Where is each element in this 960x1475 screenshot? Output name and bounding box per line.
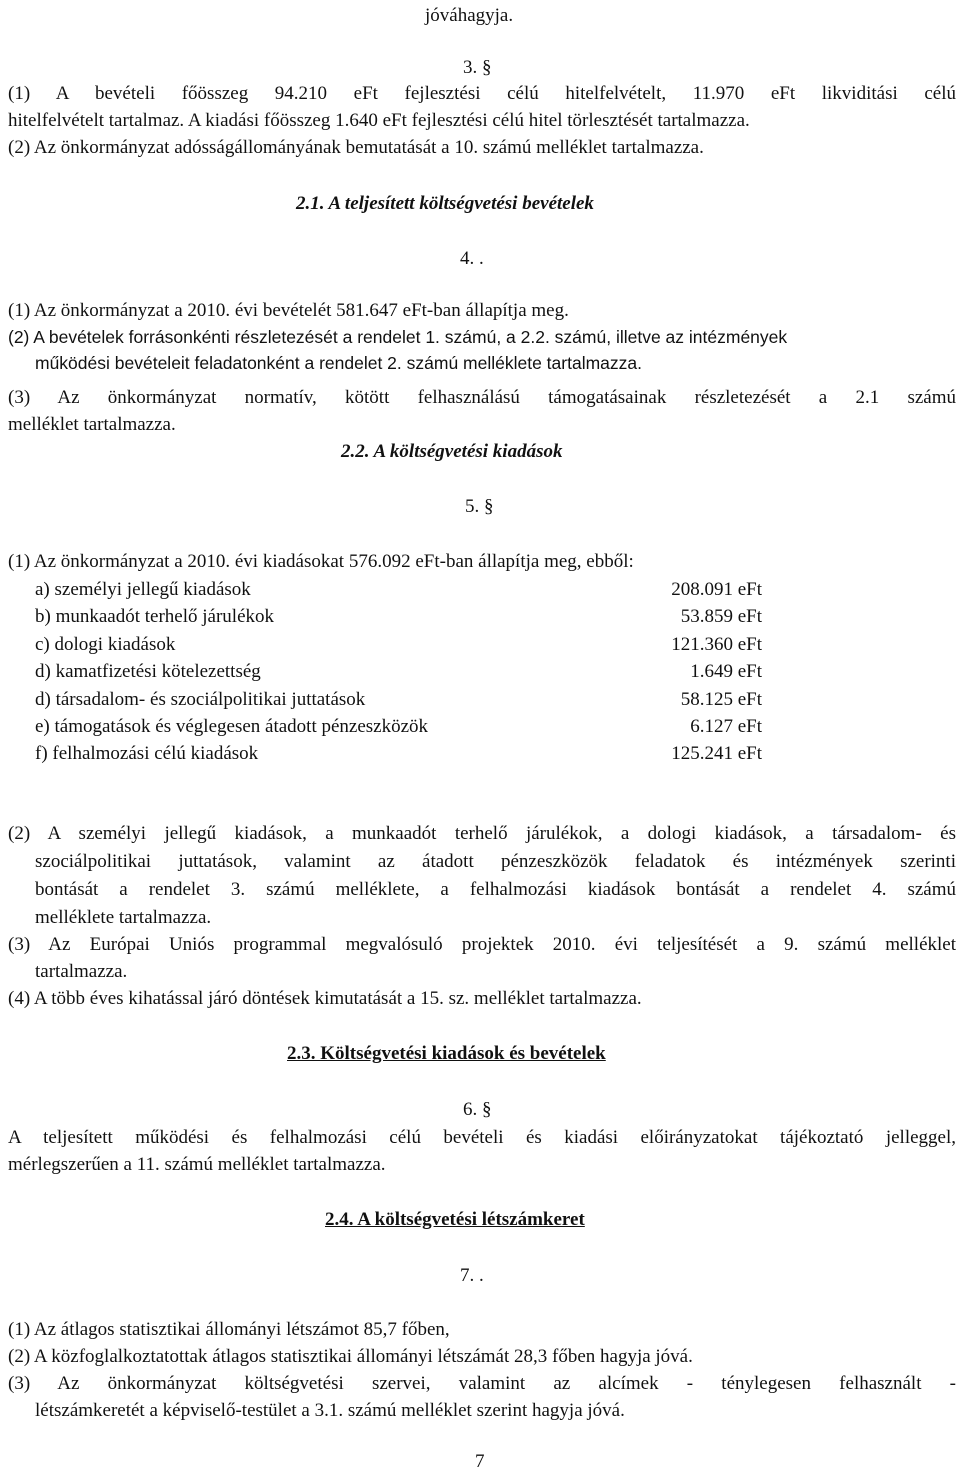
paragraph-line: (2) A közfoglalkoztatottak átlagos statisztikai állományi létszámát 28,3 főben hagyja jóvá. (8, 1346, 693, 1367)
page-number: 7 (475, 1451, 485, 1472)
paragraph-line: (2) Az önkormányzat adósságállományának bemutatását a 10. számú melléklet tartalmazza. (8, 137, 704, 158)
paragraph-line: (3) Az Európai Uniós programmal megvalósuló projektek 2010. évi teljesítését a 9. számú melléklet (8, 934, 956, 955)
paragraph-line: melléklete tartalmazza. (35, 907, 212, 928)
expense-amount: 58.125 eFt (680, 688, 762, 710)
paragraph-line: (4) A több éves kihatással járó döntések kimutatását a 15. sz. melléklet tartalmazza. (8, 988, 642, 1009)
expense-label: f) felhalmozási célú kiadások (35, 743, 259, 765)
paragraph-line: (3) Az önkormányzat költségvetési szervei, valamint az alcímek - ténylegesen felhasznált - (8, 1373, 956, 1394)
paragraph-line: (1) Az átlagos statisztikai állományi létszámot 85,7 főben, (8, 1319, 450, 1340)
expense-label: d) kamatfizetési kötelezettség (35, 661, 261, 683)
chapter-heading-2-1: 2.1. A teljesített költségvetési bevételek (296, 193, 594, 214)
paragraph-line: (1) Az önkormányzat a 2010. évi bevételét 581.647 eFt-ban állapítja meg. (8, 300, 569, 321)
text-line: jóváhagyja. (425, 5, 514, 26)
paragraph-line: (3) Az önkormányzat normatív, kötött felhasználású támogatásainak részletezését a 2.1 számú (8, 387, 956, 408)
section-heading-7: 7. . (460, 1265, 484, 1286)
paragraph-line: létszámkeretét a képviselő-testület a 3.1. számú melléklet szerint hagyja jóvá. (35, 1400, 625, 1421)
paragraph-line: szociálpolitikai juttatások, valamint az átadott pénzeszközök feladatok és intézmények szerinti (35, 851, 956, 872)
expense-label: c) dologi kiadások (35, 633, 176, 655)
paragraph-line: mérlegszerűen a 11. számú melléklet tartalmazza. (8, 1154, 386, 1175)
paragraph-line: melléklet tartalmazza. (8, 414, 176, 435)
expense-label: b) munkaadót terhelő járulékok (35, 606, 275, 628)
paragraph-line: bontását a rendelet 3. számú melléklete, a felhalmozási kiadások bontását a rendelet 4. számú (35, 879, 956, 900)
expense-label: e) támogatások és véglegesen átadott pénzeszközök (35, 716, 429, 737)
expense-amount: 121.360 eFt (671, 633, 762, 655)
expense-amount: 53.859 eFt (680, 606, 762, 628)
paragraph-line: A teljesített működési és felhalmozási célú bevételi és kiadási előirányzatokat tájékoztató jelleggel, (8, 1127, 956, 1148)
expense-label: d) társadalom- és szociálpolitikai juttatások (35, 688, 366, 710)
expense-amount: 208.091 eFt (671, 579, 762, 600)
chapter-heading-2-4: 2.4. A költségvetési létszámkeret (325, 1209, 585, 1230)
section-heading-5: 5. § (465, 496, 494, 517)
paragraph-line: (2) A személyi jellegű kiadások, a munkaadót terhelő járulékok, a dologi kiadások, a társadalom- és (8, 823, 956, 844)
paragraph-line: működési bevételeit feladatonként a rendelet 2. számú melléklete tartalmazza. (35, 353, 642, 373)
chapter-heading-2-3: 2.3. Költségvetési kiadások és bevételek (287, 1043, 606, 1064)
expense-amount: 1.649 eFt (690, 661, 762, 683)
section-heading-6: 6. § (463, 1099, 492, 1120)
section-heading-3: 3. § (463, 57, 492, 78)
expense-amount: 125.241 eFt (671, 743, 762, 765)
expense-label: a) személyi jellegű kiadások (35, 579, 251, 600)
paragraph-line: tartalmazza. (35, 961, 128, 982)
section-heading-4: 4. . (460, 248, 484, 269)
expense-amount: 6.127 eFt (690, 716, 762, 737)
paragraph-line: hitelfelvételt tartalmaz. A kiadási főösszeg 1.640 eFt fejlesztési célú hitel törlesztését tartalmazza. (8, 110, 750, 131)
paragraph-line: (1) A bevételi főösszeg 94.210 eFt fejlesztési célú hitelfelvételt, 11.970 eFt likviditási célú (8, 83, 956, 104)
paragraph-line: (1) Az önkormányzat a 2010. évi kiadásokat 576.092 eFt-ban állapítja meg, ebből: (8, 551, 634, 572)
chapter-heading-2-2: 2.2. A költségvetési kiadások (341, 441, 563, 462)
paragraph-line: (2) A bevételek forrásonkénti részletezését a rendelet 1. számú, a 2.2. számú, illetve az intézmények (8, 327, 788, 347)
